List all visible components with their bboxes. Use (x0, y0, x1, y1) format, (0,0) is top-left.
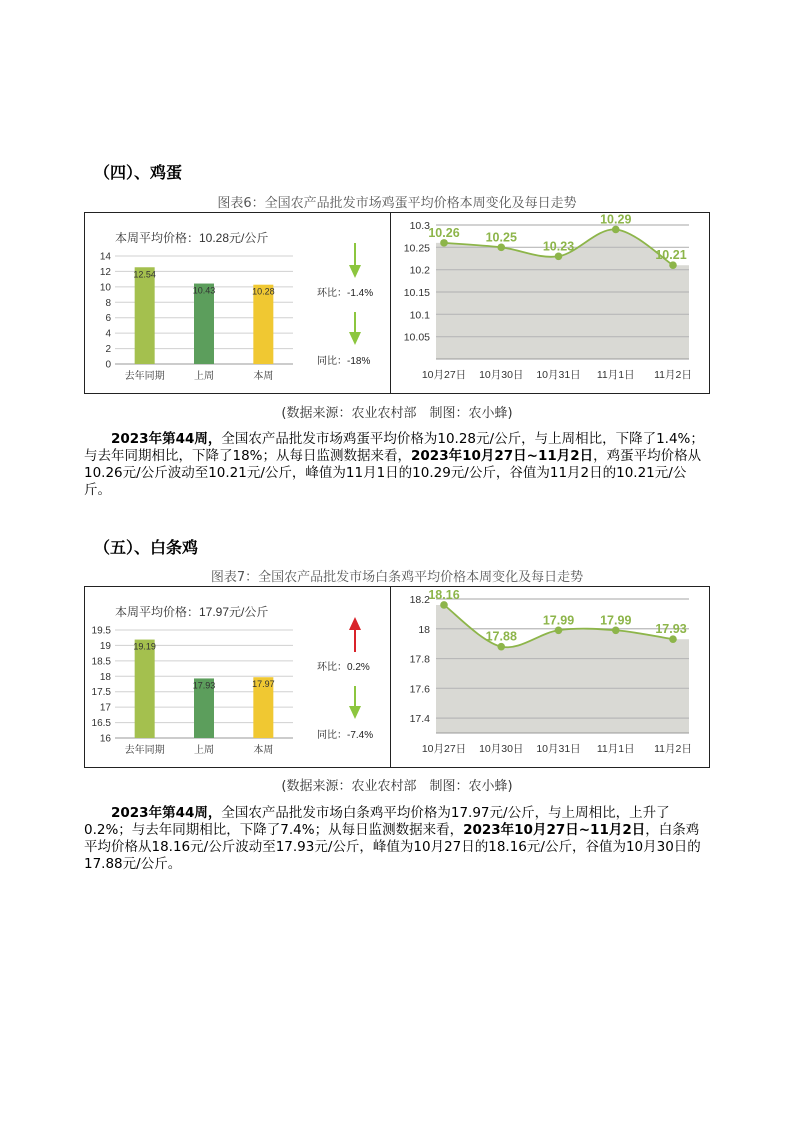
y-tick-label: 10.3 (409, 220, 430, 232)
data-value-label: 17.93 (655, 622, 687, 637)
bar (135, 267, 155, 364)
average-price-label: 本周平均价格：17.97元/公斤 (115, 605, 269, 619)
figure-caption-chicken: 图表7：全国农产品批发市场白条鸡平均价格本周变化及每日走势 (210, 570, 584, 585)
bar-value-label: 10.28 (252, 286, 275, 297)
data-value-label: 17.99 (600, 613, 632, 628)
bar (194, 284, 214, 364)
x-tick-label: 11月2日 (654, 369, 692, 381)
y-tick-label: 8 (105, 297, 111, 309)
arrow-down-icon (349, 265, 361, 278)
section-heading-chicken: （五）、白条鸡 (94, 538, 199, 557)
bar-value-label: 12.54 (133, 269, 156, 280)
y-tick-label: 17.4 (409, 713, 430, 726)
x-tick-label: 10月27日 (421, 369, 467, 381)
yoy-change-label: 同比：-7.4% (317, 730, 374, 741)
average-price-label: 本周平均价格：10.28元/公斤 (115, 231, 269, 245)
data-point (440, 601, 448, 609)
para-bold: 2023年10月27日~11月2日 (411, 448, 594, 464)
y-tick-label: 16 (99, 733, 111, 745)
wow-change-label: 环比：0.2% (317, 662, 370, 673)
x-tick-label: 10月30日 (479, 369, 524, 381)
y-tick-label: 6 (105, 313, 111, 325)
para-text: 全国农产品批发市场鸡蛋平均价格为10.28元/公斤，与上周相比，下降了1.4%；与去年同期相比，下降了18%；从每日监测数据来看， (84, 431, 704, 464)
data-value-label: 10.29 (600, 213, 632, 227)
x-tick-label: 11月1日 (596, 743, 635, 755)
para-text: ，鸡蛋平均价格从10.26元/公斤波动至10.21元/公斤，峰值为11月1日的10.29元/公斤，谷值为11月2日的10.21元/公斤。 (84, 448, 702, 498)
para-bold: 2023年第44周， (111, 805, 222, 821)
y-tick-label: 19 (99, 640, 111, 652)
para-text: ，白条鸡平均价格从18.16元/公斤波动至17.93元/公斤，峰值为10月27日的18.16元/公斤，谷值为10月30日的17.88元/公斤。 (84, 822, 701, 872)
y-tick-label: 10.05 (403, 331, 430, 344)
data-point (497, 643, 505, 651)
y-tick-label: 10.15 (403, 287, 430, 299)
y-tick-label: 17.5 (91, 687, 111, 699)
data-point (669, 635, 677, 643)
y-tick-label: 10.25 (403, 242, 430, 255)
bar-chart-egg (85, 213, 390, 393)
y-tick-label: 17.8 (409, 653, 430, 666)
bar-value-label: 17.97 (252, 679, 275, 690)
data-point (669, 261, 677, 269)
data-value-label: 10.21 (655, 248, 687, 263)
x-tick-label: 11月2日 (654, 743, 692, 755)
y-tick-label: 10 (99, 282, 111, 294)
data-source-egg: (数据来源：农业农村部 制图：农小蜂) (281, 406, 513, 421)
data-value-label: 17.88 (485, 629, 517, 644)
x-tick-label: 本周 (253, 371, 274, 382)
y-tick-label: 14 (99, 251, 111, 263)
para-text: 全国农产品批发市场白条鸡平均价格为17.97元/公斤，与上周相比，上升了0.2%；与去年同期相比，下降了7.4%；从每日监测数据来看， (84, 805, 670, 838)
y-tick-label: 10.2 (409, 264, 430, 277)
data-point (497, 244, 505, 252)
arrow-down-icon (349, 706, 361, 719)
x-tick-label: 本周 (253, 745, 274, 756)
y-tick-label: 18 (418, 623, 430, 636)
x-tick-label: 10月31日 (536, 743, 581, 755)
data-point (555, 252, 563, 260)
x-tick-label: 10月27日 (421, 743, 467, 755)
x-tick-label: 11月1日 (596, 369, 635, 381)
arrow-up-icon (349, 617, 361, 630)
y-tick-label: 19.5 (91, 625, 111, 637)
data-value-label: 18.16 (428, 587, 460, 602)
data-point (440, 239, 448, 247)
y-tick-label: 10.1 (409, 309, 430, 322)
line-chart-chicken (391, 587, 709, 767)
data-value-label: 17.99 (542, 613, 575, 628)
x-tick-label: 去年同期 (124, 371, 165, 382)
arrow-down-icon (349, 332, 361, 345)
data-point (612, 626, 620, 634)
line-chart-egg (391, 213, 709, 393)
y-tick-label: 16.5 (91, 718, 111, 730)
x-tick-label: 去年同期 (124, 745, 165, 756)
section-heading-egg: （四）、鸡蛋 (94, 163, 183, 182)
data-value-label: 10.25 (485, 230, 517, 245)
bar-value-label: 19.19 (133, 641, 156, 652)
bar-value-label: 17.93 (192, 680, 216, 691)
x-tick-label: 10月30日 (479, 743, 524, 755)
y-tick-label: 17 (99, 702, 111, 714)
x-tick-label: 10月31日 (536, 369, 581, 381)
y-tick-label: 0 (105, 359, 111, 371)
para-bold: 2023年10月27日~11月2日 (463, 822, 646, 838)
data-value-label: 10.23 (542, 239, 575, 254)
bar-value-label: 10.43 (192, 285, 216, 296)
figure-caption-egg: 图表6：全国农产品批发市场鸡蛋平均价格本周变化及每日走势 (217, 196, 577, 211)
y-tick-label: 12 (99, 266, 111, 278)
y-tick-label: 17.6 (409, 683, 430, 696)
x-tick-label: 上周 (194, 371, 214, 382)
figure-egg (84, 212, 710, 394)
y-tick-label: 18.5 (91, 656, 111, 668)
data-point (555, 626, 563, 634)
y-tick-label: 18.2 (409, 594, 430, 606)
y-tick-label: 4 (105, 328, 111, 340)
para-bold: 2023年第44周， (111, 431, 222, 447)
data-source-chicken: (数据来源：农业农村部 制图：农小蜂) (281, 779, 513, 794)
bar-chart-chicken (85, 587, 390, 767)
bar (135, 640, 155, 738)
yoy-change-label: 同比：-18% (317, 356, 371, 367)
summary-paragraph-egg (84, 431, 710, 499)
data-value-label: 10.26 (428, 225, 460, 240)
figure-chicken (84, 586, 710, 768)
y-tick-label: 18 (99, 671, 111, 683)
y-tick-label: 2 (105, 344, 111, 356)
summary-paragraph-chicken (84, 805, 710, 873)
wow-change-label: 环比：-1.4% (317, 288, 374, 299)
data-point (612, 226, 620, 234)
x-tick-label: 上周 (194, 745, 214, 756)
